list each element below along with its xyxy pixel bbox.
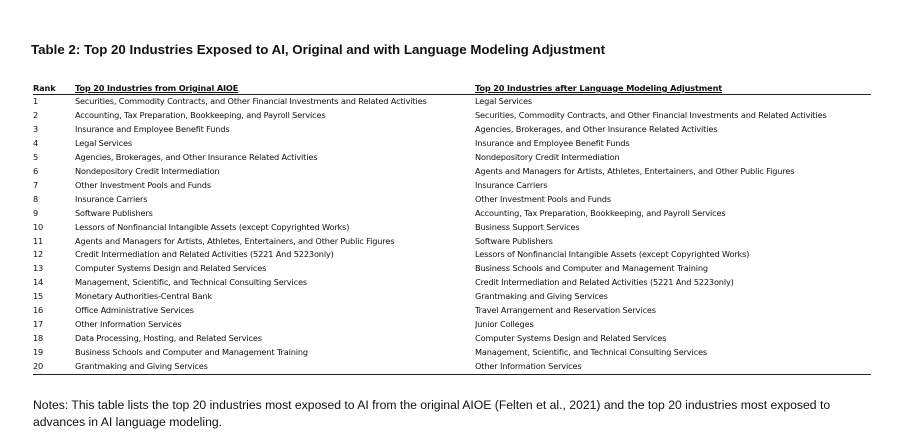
adjusted-industry-cell: Business Support Services (475, 221, 580, 232)
adjusted-industry-cell: Securities, Commodity Contracts, and Other Financial Investments and Related Activities (475, 109, 827, 120)
rank-cell: 7 (33, 179, 39, 190)
rank-cell: 5 (33, 151, 39, 162)
table-row (33, 109, 871, 123)
rank-cell: 3 (33, 123, 39, 134)
table-row (33, 207, 871, 221)
adjusted-industry-cell: Credit Intermediation and Related Activities (5221 And 5223only) (475, 277, 734, 288)
adjusted-industry-cell: Legal Services (475, 96, 532, 106)
original-industry-cell: Software Publishers (75, 207, 153, 218)
adjusted-industry-cell: Agencies, Brokerages, and Other Insurance Related Activities (475, 123, 718, 134)
original-industry-cell: Credit Intermediation and Related Activities (5221 And 5223only) (75, 249, 334, 260)
original-industry-cell: Accounting, Tax Preparation, Bookkeeping, and Payroll Services (75, 109, 326, 120)
industries-table-container (33, 82, 871, 375)
adjusted-industry-cell: Travel Arrangement and Reservation Services (475, 305, 656, 316)
original-industry-cell: Lessors of Nonfinancial Intangible Assets (except Copyrighted Works) (75, 221, 350, 232)
adjusted-industry-cell: Software Publishers (475, 235, 553, 246)
table-row (33, 290, 871, 304)
table-row (33, 137, 871, 151)
rank-cell: 13 (33, 263, 44, 274)
original-industry-cell: Nondepository Credit Intermediation (75, 165, 220, 176)
rank-cell: 19 (33, 347, 44, 358)
rank-cell: 10 (33, 221, 44, 232)
table-row (33, 332, 871, 346)
adjusted-industry-cell: Business Schools and Computer and Management Training (475, 263, 708, 274)
original-industry-cell: Agents and Managers for Artists, Athletes, Entertainers, and Other Public Figures (75, 235, 395, 246)
table-notes: Notes: This table lists the top 20 industries most exposed to AI from the original AIOE (Felten et al., 2021) and the top 20 industries most exposed to advances in AI language modeling. (33, 398, 831, 429)
adjusted-industry-cell: Nondepository Credit Intermediation (475, 151, 620, 162)
rank-cell: 6 (33, 165, 39, 176)
original-industry-cell: Computer Systems Design and Related Services (75, 263, 267, 274)
table-row (33, 304, 871, 318)
rank-cell: 12 (33, 249, 44, 260)
original-industry-cell: Data Processing, Hosting, and Related Services (75, 333, 262, 344)
table-row (33, 165, 871, 179)
table-row (33, 235, 871, 249)
adjusted-industry-cell: Junior Colleges (475, 319, 534, 330)
adjusted-industry-cell: Computer Systems Design and Related Services (475, 333, 667, 344)
original-industry-cell: Agencies, Brokerages, and Other Insurance Related Activities (75, 151, 318, 162)
rank-cell: 8 (33, 193, 39, 204)
table-row (33, 248, 871, 262)
original-industry-cell: Management, Scientific, and Technical Consulting Services (75, 277, 307, 288)
table-title: Table 2: Top 20 Industries Exposed to AI, Original and with Language Modeling Adjustment (31, 42, 606, 57)
rank-cell: 20 (33, 360, 75, 374)
adjusted-industry-cell: Agents and Managers for Artists, Athletes, Entertainers, and Other Public Figures (475, 165, 795, 176)
adjusted-industry-cell: Management, Scientific, and Technical Consulting Services (475, 347, 707, 358)
original-industry-cell: Insurance Carriers (75, 193, 148, 204)
table-row (33, 221, 871, 235)
table-row (33, 346, 871, 360)
header-adjusted: Top 20 Industries after Language Modeling Adjustment (475, 82, 871, 95)
adjusted-industry-cell: Lessors of Nonfinancial Intangible Assets (except Copyrighted Works) (475, 249, 750, 260)
rank-cell: 17 (33, 319, 44, 330)
adjusted-industry-cell: Accounting, Tax Preparation, Bookkeeping, and Payroll Services (475, 207, 726, 218)
original-industry-cell: Grantmaking and Giving Services (75, 360, 475, 374)
rank-cell: 9 (33, 207, 39, 218)
rank-cell: 11 (33, 235, 44, 246)
rank-cell: 1 (33, 96, 39, 106)
original-industry-cell: Business Schools and Computer and Management Training (75, 347, 308, 358)
table-row (33, 276, 871, 290)
table-row (33, 360, 871, 374)
header-rank: Rank (33, 82, 75, 95)
table-row (33, 123, 871, 137)
table-row (33, 179, 871, 193)
original-industry-cell: Insurance and Employee Benefit Funds (75, 123, 230, 134)
original-industry-cell: Other Information Services (75, 319, 182, 330)
original-industry-cell: Legal Services (75, 137, 132, 148)
table-row (33, 95, 871, 109)
rank-cell: 16 (33, 305, 44, 316)
original-industry-cell: Other Investment Pools and Funds (75, 179, 211, 190)
industries-table (33, 82, 871, 375)
table-header-row (33, 82, 871, 95)
table-row (33, 193, 871, 207)
header-original: Top 20 Industries from Original AIOE (75, 82, 475, 95)
table-row (33, 151, 871, 165)
adjusted-industry-cell: Insurance Carriers (475, 179, 548, 190)
table-body (33, 95, 871, 375)
rank-cell: 15 (33, 291, 44, 302)
adjusted-industry-cell: Grantmaking and Giving Services (475, 291, 608, 302)
original-industry-cell: Office Administrative Services (75, 305, 194, 316)
original-industry-cell: Monetary Authorities-Central Bank (75, 291, 212, 302)
adjusted-industry-cell: Other Investment Pools and Funds (475, 193, 611, 204)
table-row (33, 262, 871, 276)
rank-cell: 2 (33, 109, 39, 120)
adjusted-industry-cell: Other Information Services (475, 360, 871, 374)
rank-cell: 18 (33, 333, 44, 344)
rank-cell: 14 (33, 277, 44, 288)
original-industry-cell: Securities, Commodity Contracts, and Other Financial Investments and Related Activities (75, 96, 427, 106)
rank-cell: 4 (33, 137, 39, 148)
adjusted-industry-cell: Insurance and Employee Benefit Funds (475, 137, 630, 148)
table-row (33, 318, 871, 332)
